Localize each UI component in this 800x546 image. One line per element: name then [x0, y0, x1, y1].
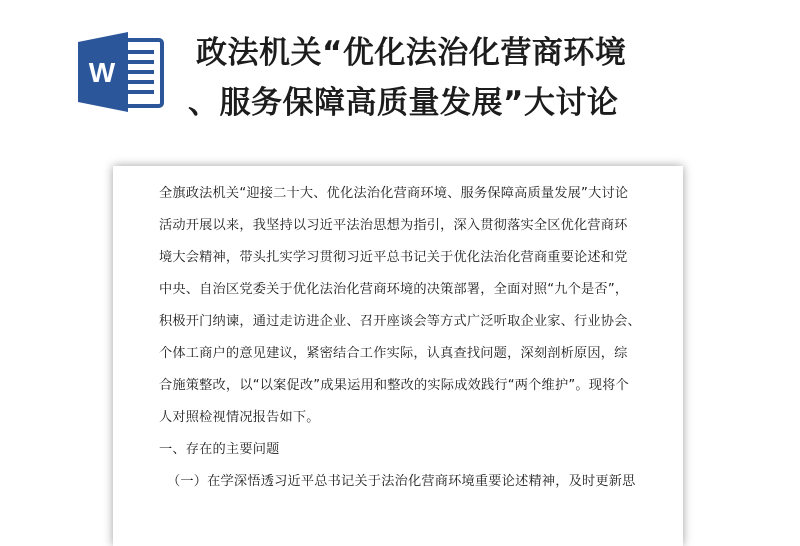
document-body [159, 178, 659, 498]
body-line: 积极开门纳谏，通过走访进企业、召开座谈会等方式广泛听取企业家、行业协会、 [159, 314, 641, 329]
header [0, 0, 800, 160]
document-page [113, 166, 683, 546]
body-line: 合施策整改，以“以案促改”成果运用和整改的实际成效践行“两个维护”。现将个 [159, 378, 629, 393]
body-line: 境大会精神，带头扎实学习贯彻习近平总书记关于优化法治化营商重要论述和党 [159, 250, 628, 265]
title-line-2: 、服务保障高质量发展”大讨论 [188, 85, 619, 121]
body-line: 个体工商户的意见建议，紧密结合工作实际，认真查找问题，深刻剖析原因，综 [159, 346, 628, 361]
page-title [188, 28, 786, 128]
body-line: 活动开展以来，我坚持以习近平法治思想为指引，深入贯彻落实全区优化营商环 [159, 218, 628, 233]
section-heading: 一、存在的主要问题 [159, 442, 280, 457]
body-line: 人对照检视情况报告如下。 [159, 410, 320, 425]
body-line: （一）在学深悟透习近平总书记关于法治化营商环境重要论述精神，及时更新思 [167, 474, 636, 489]
word-document-icon [76, 32, 166, 112]
word-icon-letter: W [88, 57, 116, 88]
body-line: 全旗政法机关“迎接二十大、优化法治化营商环境、服务保障高质量发展”大讨论 [159, 186, 629, 201]
body-line: 中央、自治区党委关于优化法治化营商环境的决策部署，全面对照“九个是否”， [159, 282, 629, 297]
title-line-1: 政法机关“优化法治化营商环境 [196, 35, 627, 71]
